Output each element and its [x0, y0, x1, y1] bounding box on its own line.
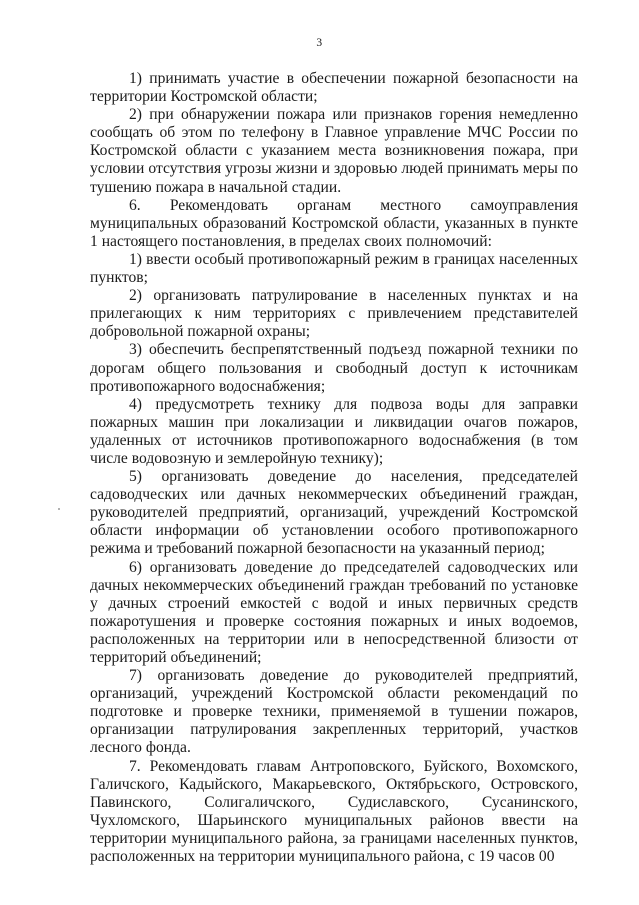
- scan-artifact: [58, 508, 60, 510]
- paragraph-item-1: 1) принимать участие в обеспечении пожарной безопасности на территории Костромской области;: [90, 70, 578, 106]
- paragraph-section-6: 6. Рекомендовать органам местного самоуправления муниципальных образований Костромской области, указанных в пункте 1 настоящего постановления, в пределах своих полномочий:: [90, 196, 578, 250]
- paragraph-section-7: 7. Рекомендовать главам Антроповского, Буйского, Вохомского, Галичского, Кадыйского, Макарьевского, Октябрьского, Островского, Павинского, Солигаличского, Судиславского, Сусанинского, Чухломского, Шарьинского муниципальных районов ввести на территории муниципального района, за границами населенных пунктов, расположенных на территории муниципального района, с 19 часов 00: [90, 757, 578, 866]
- paragraph-section-6-item-2: 2) организовать патрулирование в населенных пунктах и на прилегающих к ним территориях с привлечением представителей добровольной пожарной охраны;: [90, 287, 578, 341]
- document-body: [90, 70, 578, 866]
- paragraph-section-6-item-6: 6) организовать доведение до председателей садоводческих или дачных некоммерческих объединений граждан требований по установке у дачных строений емкостей с водой и иных первичных средств пожаротушения и проверке состояния пожарных и иных водоемов, расположенных на территории или в непосредственной близости от территорий объединений;: [90, 558, 578, 666]
- paragraph-section-6-item-3: 3) обеспечить беспрепятственный подъезд пожарной техники по дорогам общего пользования и свободный доступ к источникам противопожарного водоснабжения;: [90, 341, 578, 395]
- paragraph-section-6-item-4: 4) предусмотреть технику для подвоза воды для заправки пожарных машин при локализации и ликвидации очагов пожаров, удаленных от источников противопожарного водоснабжения (в том числе водовозную и землеройную технику);: [90, 395, 578, 467]
- paragraph-section-6-item-1: 1) ввести особый противопожарный режим в границах населенных пунктов;: [90, 250, 578, 287]
- paragraph-item-2: 2) при обнаружении пожара или признаков горения немедленно сообщать об этом по телефону в Главное управление МЧС России по Костромской области с указанием места возникновения пожара, при условии отсутствия угрозы жизни и здоровью людей принимать меры по тушению пожара в начальной стадии.: [90, 106, 578, 196]
- page-number: 3: [316, 37, 323, 49]
- paragraph-section-6-item-7: 7) организовать доведение до руководителей предприятий, организаций, учреждений Костромской области рекомендаций по подготовке и проверке техники, применяемой в тушении пожаров, организации патрулирования закрепленных территорий, участков лесного фонда.: [90, 667, 578, 757]
- paragraph-section-6-item-5: 5) организовать доведение до населения, председателей садоводческих или дачных некоммерческих объединений граждан, руководителей предприятий, организаций, учреждений Костромской области информации об установлении особого противопожарного режима и требований пожарной безопасности на указанный период;: [90, 468, 578, 558]
